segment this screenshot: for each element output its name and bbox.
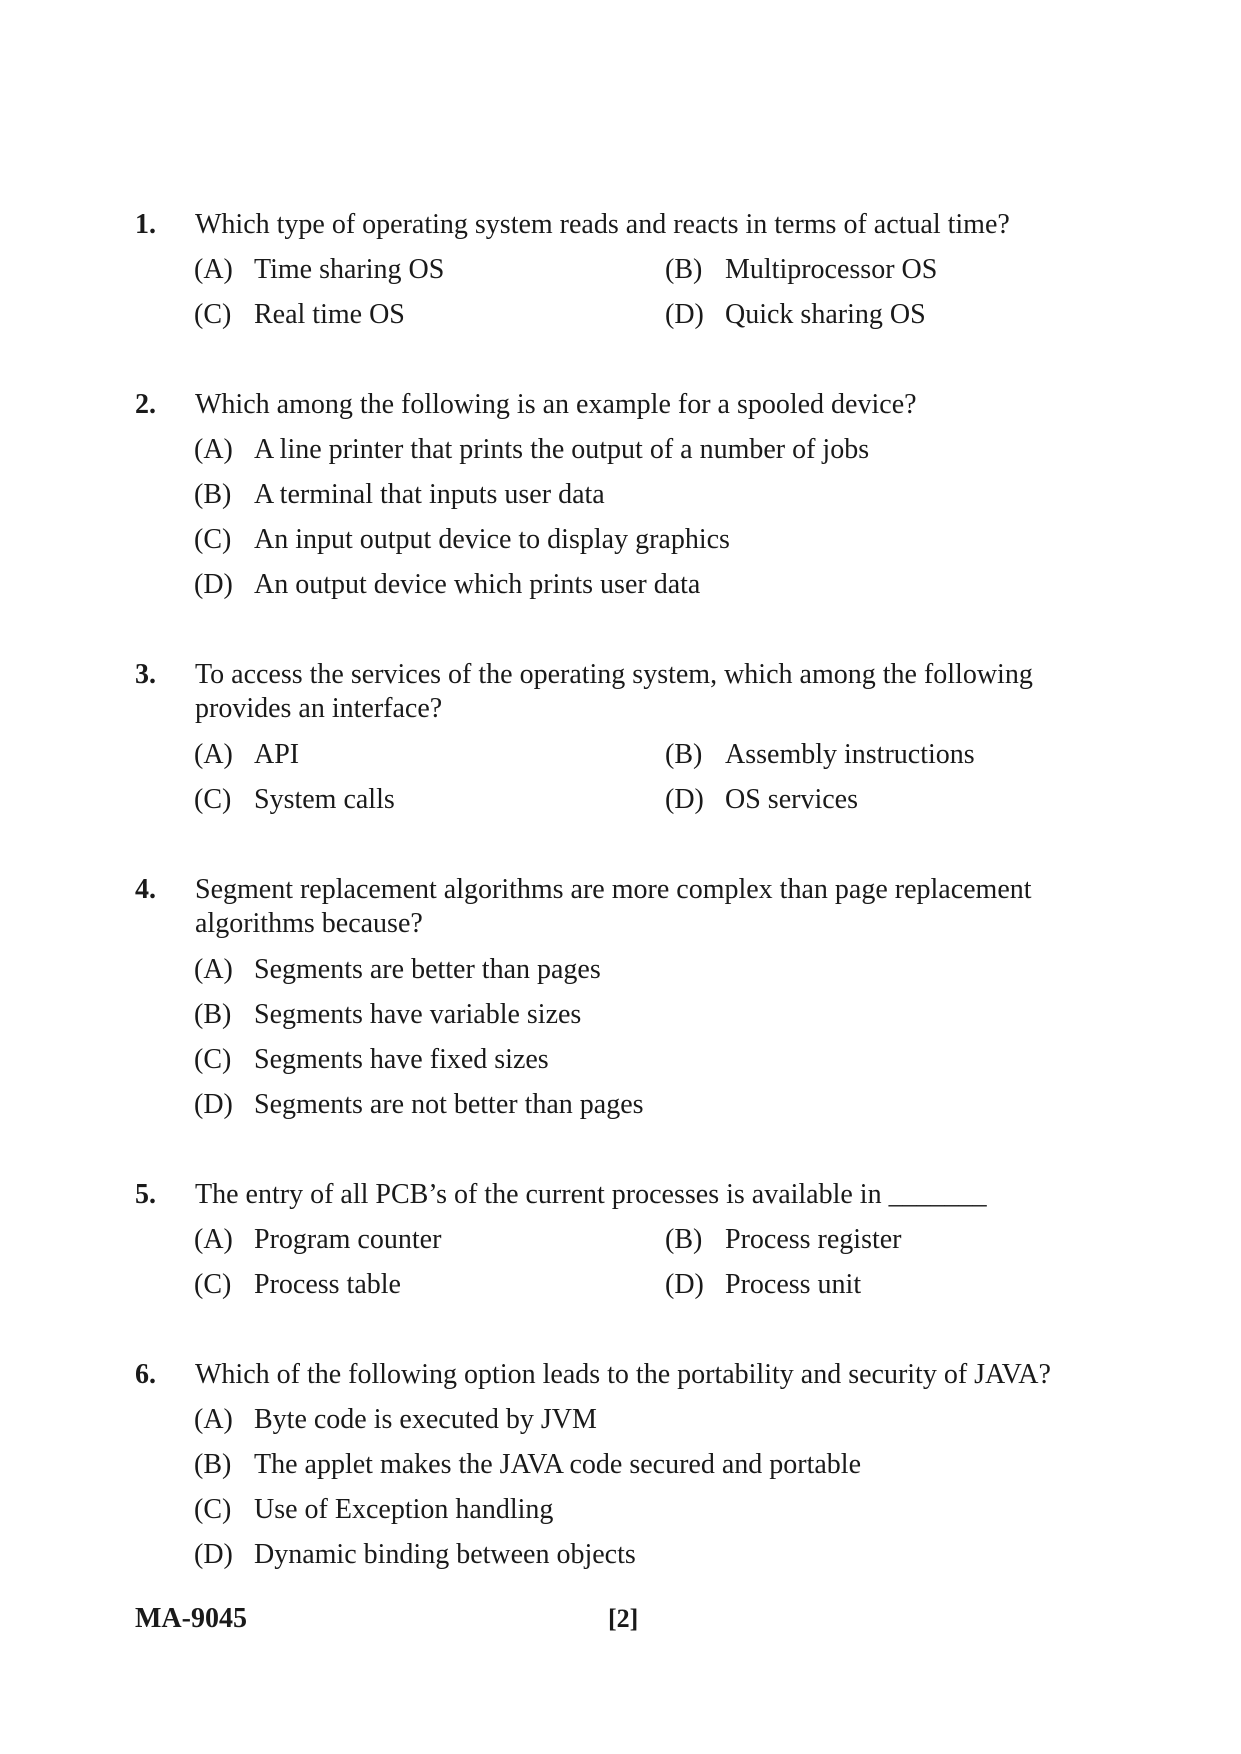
option-a (194, 1223, 441, 1257)
option-b (194, 998, 581, 1032)
option-b (665, 1223, 902, 1257)
question-number: 1. (135, 209, 156, 240)
option-a (194, 953, 601, 987)
option-b (665, 253, 937, 287)
option-text: A terminal that inputs user data (254, 479, 605, 510)
option-d (194, 1538, 636, 1572)
page-number: [2] (608, 1604, 639, 1633)
option-c (194, 1043, 549, 1077)
option-text: Use of Exception handling (254, 1494, 554, 1525)
option-text: Byte code is executed by JVM (254, 1404, 597, 1435)
option-text: A line printer that prints the output of a number of jobs (254, 434, 870, 465)
option-b (194, 478, 605, 512)
option-label: (A) (194, 434, 233, 465)
option-label: (A) (194, 1404, 233, 1435)
option-text: Process unit (725, 1269, 862, 1300)
option-label: (D) (665, 784, 704, 815)
option-label: (D) (194, 569, 233, 600)
question-number: 2. (135, 389, 156, 420)
option-c (194, 783, 395, 817)
option-d (665, 1268, 861, 1302)
option-text: The applet makes the JAVA code secured and portable (254, 1449, 862, 1480)
option-label: (B) (665, 1224, 703, 1255)
option-label: (C) (194, 1494, 232, 1525)
option-text: An output device which prints user data (254, 569, 701, 600)
option-text: Multiprocessor OS (725, 254, 938, 285)
option-text: Real time OS (254, 299, 405, 330)
option-label: (C) (194, 1269, 232, 1300)
option-label: (A) (194, 739, 233, 770)
option-text: Segments have fixed sizes (254, 1044, 549, 1075)
option-label: (A) (194, 254, 233, 285)
option-label: (C) (194, 299, 232, 330)
question-text: Which type of operating system reads and reacts in terms of actual time? (195, 209, 1010, 240)
option-text: Segments are better than pages (254, 954, 601, 985)
option-label: (A) (194, 954, 233, 985)
question-text: The entry of all PCB’s of the current processes is available in _______ (195, 1179, 987, 1210)
option-c (194, 523, 730, 557)
option-label: (B) (194, 479, 232, 510)
option-a (194, 433, 869, 467)
option-label: (D) (194, 1089, 233, 1120)
option-text: Quick sharing OS (725, 299, 926, 330)
question-number: 5. (135, 1179, 156, 1210)
option-a (194, 1403, 597, 1437)
option-text: Process table (254, 1269, 401, 1300)
option-text: System calls (254, 784, 395, 815)
option-text: Process register (725, 1224, 902, 1255)
question-text: Segment replacement algorithms are more complex than page replacement algorithms because? (195, 874, 1032, 939)
paper-code: MA-9045 (135, 1603, 247, 1634)
option-text: An input output device to display graphics (254, 524, 730, 555)
option-text: Segments have variable sizes (254, 999, 582, 1030)
option-a (194, 738, 299, 772)
option-text: Time sharing OS (254, 254, 445, 285)
option-d (665, 783, 858, 817)
option-label: (D) (665, 299, 704, 330)
option-text: OS services (725, 784, 858, 815)
question-text: To access the services of the operating system, which among the following provides an interface? (195, 659, 1033, 724)
option-d (194, 1088, 644, 1122)
option-label: (B) (194, 1449, 232, 1480)
option-text: API (254, 739, 300, 770)
option-c (194, 298, 405, 332)
question-number: 6. (135, 1359, 156, 1390)
option-d (194, 568, 700, 602)
option-a (194, 253, 444, 287)
option-d (665, 298, 926, 332)
option-b (665, 738, 975, 772)
option-label: (A) (194, 1224, 233, 1255)
option-label: (C) (194, 524, 232, 555)
option-text: Segments are not better than pages (254, 1089, 644, 1120)
option-c (194, 1268, 401, 1302)
option-label: (B) (194, 999, 232, 1030)
option-text: Dynamic binding between objects (254, 1539, 636, 1570)
question-text: Which of the following option leads to the portability and security of JAVA? (195, 1359, 1051, 1390)
question-number: 4. (135, 874, 156, 905)
option-label: (D) (665, 1269, 704, 1300)
option-label: (B) (665, 254, 703, 285)
option-text: Program counter (254, 1224, 442, 1255)
option-label: (B) (665, 739, 703, 770)
question-text: Which among the following is an example for a spooled device? (195, 389, 917, 420)
option-c (194, 1493, 553, 1527)
option-label: (C) (194, 1044, 232, 1075)
question-number: 3. (135, 659, 156, 690)
option-label: (C) (194, 784, 232, 815)
option-b (194, 1448, 861, 1482)
option-text: Assembly instructions (725, 739, 975, 770)
option-label: (D) (194, 1539, 233, 1570)
